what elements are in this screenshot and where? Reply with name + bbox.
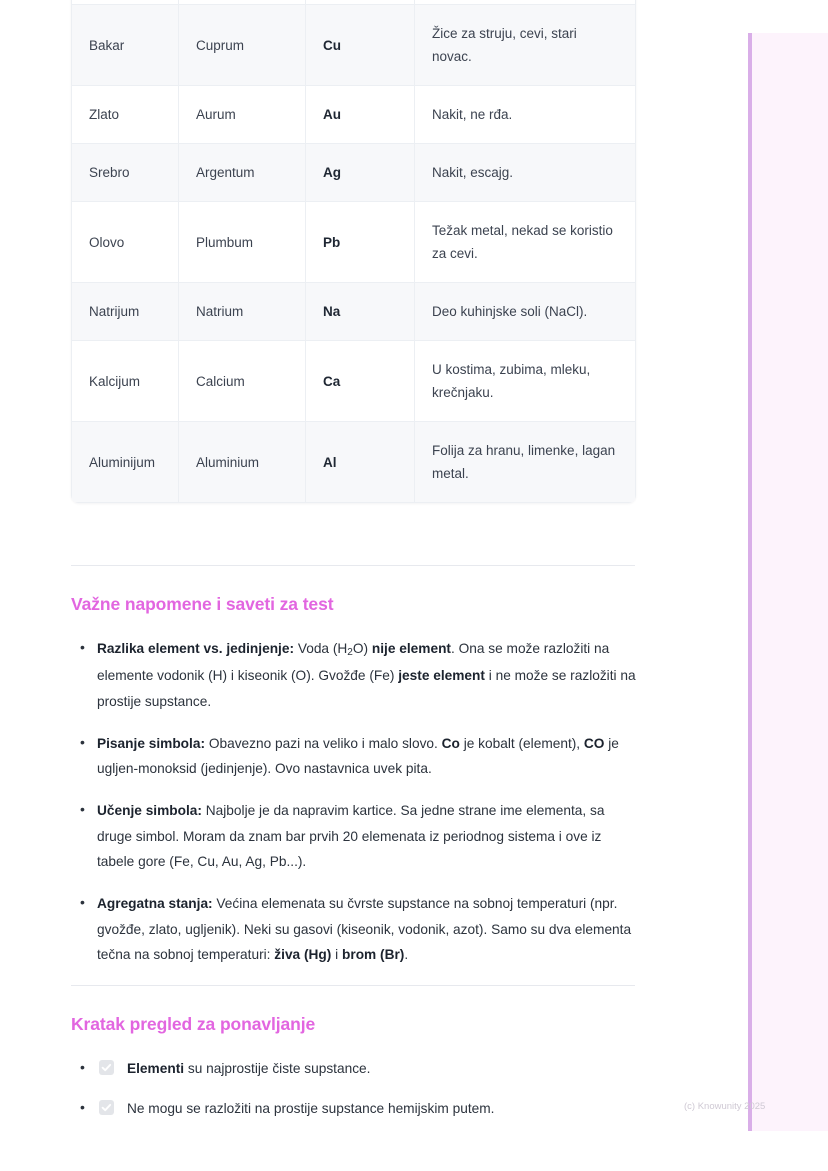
section-divider <box>71 565 635 566</box>
table-row <box>72 5 636 86</box>
list-item <box>71 731 637 782</box>
right-decorative-stripe-panel <box>748 33 828 1131</box>
element-name-cell: Natrijum <box>72 283 179 341</box>
element-symbol-cell: Ca <box>306 341 415 422</box>
list-item <box>71 798 637 874</box>
body-text: i ne može se razložiti na prostije supstance. <box>97 668 636 709</box>
review-section-heading: Kratak pregled za ponavljanje <box>71 1014 316 1034</box>
body-text: Obavezno pazi na veliko i malo slovo. <box>205 735 442 751</box>
element-use-cell: Nakit, escajg. <box>415 144 636 202</box>
emphasis-text: jeste element <box>398 668 485 684</box>
element-symbol-cell: Au <box>306 86 415 144</box>
element-use-cell: Težak metal, nekad se koristio za cevi. <box>415 202 636 283</box>
body-text: Voda (H <box>294 641 348 656</box>
body-text: Najbolje je da napravim kartice. Sa jedne strane ime elementa, sa druge simbol. Moram da znam bar prvih 20 elemenata iz periodnog sistema i ove iz tabele gore (Fe, Cu, Au, Ag, Pb...). <box>97 803 605 870</box>
body-text: . Ona se može razložiti na elemente vodonik (H) i kiseonik (O). Gvožđe (Fe) <box>97 641 610 684</box>
element-latin-cell: Natrium <box>179 283 306 341</box>
list-item <box>71 1096 637 1121</box>
table-row <box>72 144 636 202</box>
element-name-cell: Aluminijum <box>72 422 179 503</box>
element-latin-cell: Cuprum <box>179 5 306 86</box>
section-divider <box>71 985 635 986</box>
list-item <box>71 1056 637 1081</box>
list-item <box>71 891 637 967</box>
element-name-cell: Kalcijum <box>72 341 179 422</box>
subscript: 2 <box>347 647 353 658</box>
element-use-cell: Folija za hranu, limenke, lagan metal. <box>415 422 636 503</box>
element-latin-cell: Plumbum <box>179 202 306 283</box>
element-symbol-cell: Pb <box>306 202 415 283</box>
bullet-lead-label: Agregatna stanja: <box>97 896 213 912</box>
checkbox-checked-icon[interactable] <box>99 1060 114 1075</box>
emphasis-text: brom (Br) <box>342 946 405 962</box>
emphasis-text: živa (Hg) <box>274 946 332 962</box>
element-symbol-cell: Ag <box>306 144 415 202</box>
element-latin-cell: Calcium <box>179 341 306 422</box>
body-text: su najprostije čiste supstance. <box>184 1061 371 1076</box>
element-table-container <box>71 0 635 503</box>
table-row <box>72 86 636 144</box>
element-use-cell: Žice za struju, cevi, stari novac. <box>415 5 636 86</box>
element-symbol-cell: Na <box>306 283 415 341</box>
notes-section-heading: Važne napomene i saveti za test <box>71 594 334 614</box>
notes-bullet-list <box>71 636 637 984</box>
emphasis-text: nije element <box>371 641 451 656</box>
element-name-cell: Olovo <box>72 202 179 283</box>
checkbox-checked-icon[interactable] <box>99 1100 114 1115</box>
emphasis-text: Co <box>441 735 460 751</box>
element-name-cell: Zlato <box>72 86 179 144</box>
body-text: i <box>331 946 342 962</box>
element-symbol-cell: Al <box>306 422 415 503</box>
body-text: Većina elemenata su čvrste supstance na sobnoj temperaturi (npr. gvožđe, zlato, ugljenik). Neki su gasovi (kiseonik, vodonik, azot). Samo su dva elementa tečna na sobnoj temperaturi: <box>97 896 632 962</box>
body-text: je kobalt (element), <box>459 735 584 751</box>
element-name-cell: Bakar <box>72 5 179 86</box>
bullet-lead-label: Razlika element vs. jedinjenje: <box>97 641 295 656</box>
emphasis-text: Elementi <box>127 1061 185 1076</box>
list-item <box>71 636 637 714</box>
element-latin-cell: Aurum <box>179 86 306 144</box>
element-table <box>71 0 636 503</box>
element-name-cell: Srebro <box>72 144 179 202</box>
table-row <box>72 341 636 422</box>
element-use-cell: U kostima, zubima, mleku, krečnjaku. <box>415 341 636 422</box>
element-latin-cell: Argentum <box>179 144 306 202</box>
table-row <box>72 202 636 283</box>
review-checklist <box>71 1056 637 1137</box>
element-use-cell: Nakit, ne rđa. <box>415 86 636 144</box>
body-text: O) <box>352 641 372 656</box>
body-text: je ugljen-monoksid (jedinjenje). Ovo nastavnica uvek pita. <box>97 735 619 777</box>
element-use-cell: Deo kuhinjske soli (NaCl). <box>415 283 636 341</box>
bullet-lead-label: Učenje simbola: <box>97 803 202 819</box>
body-text: . <box>404 946 409 962</box>
copyright-watermark: (c) Knowunity 2025 <box>684 1101 766 1112</box>
emphasis-text: CO <box>583 735 605 751</box>
bullet-lead-label: Pisanje simbola: <box>97 735 206 751</box>
element-symbol-cell: Cu <box>306 5 415 86</box>
table-row <box>72 422 636 503</box>
element-latin-cell: Aluminium <box>179 422 306 503</box>
body-text: Ne mogu se razložiti na prostije supstance hemijskim putem. <box>127 1101 495 1117</box>
table-row <box>72 283 636 341</box>
